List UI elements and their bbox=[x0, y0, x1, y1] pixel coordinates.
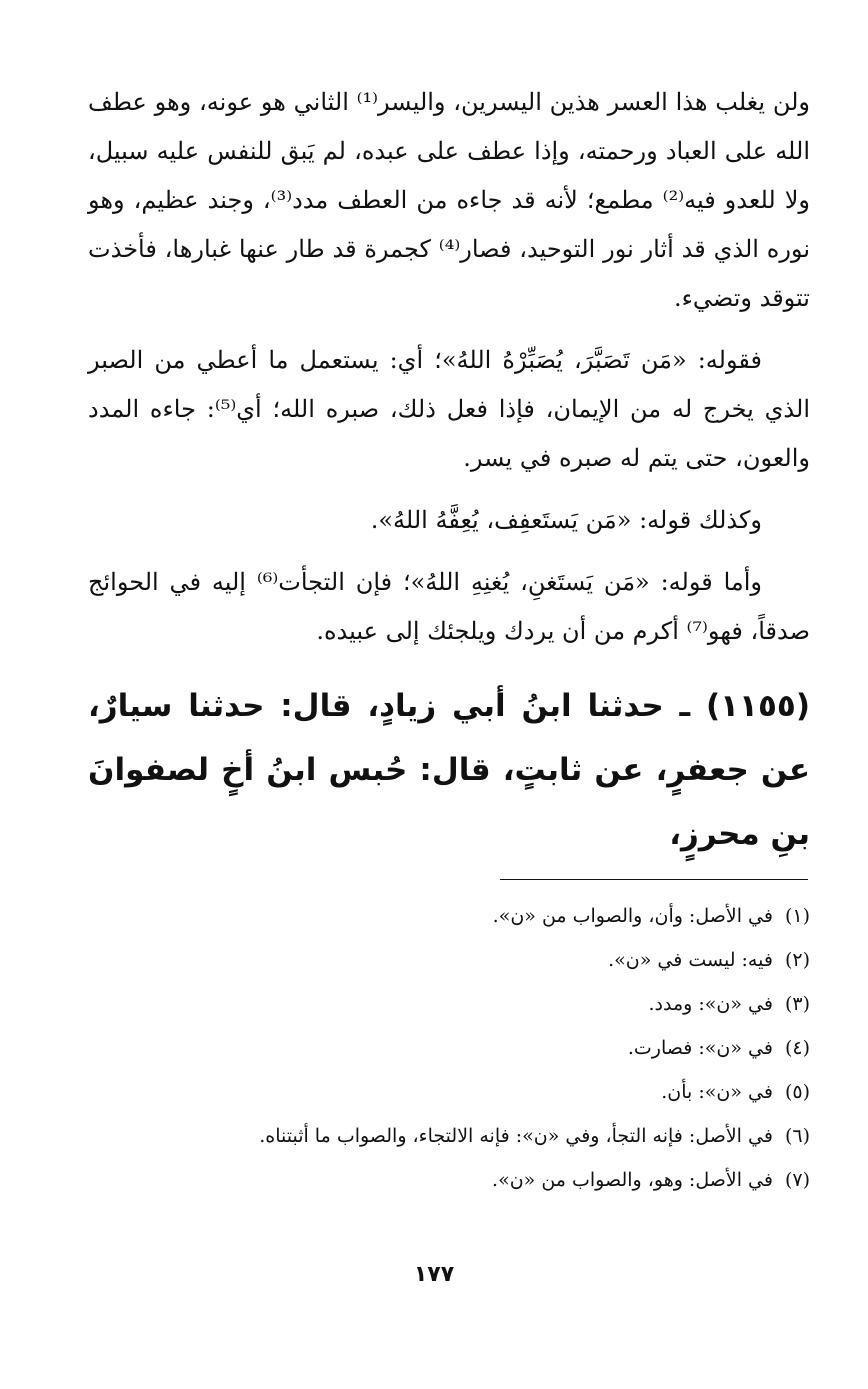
footnote-text: في «ن»: بأن. bbox=[661, 1081, 773, 1103]
footnote-divider bbox=[500, 879, 808, 880]
footnote-number: (٢) bbox=[784, 949, 810, 971]
footnote-text: في الأصل: فإنه التجأ، وفي «ن»: فإنه الالتجاء، والصواب ما أثبتناه. bbox=[259, 1125, 773, 1147]
paragraph-2: فقوله: «مَن تَصَبَّرَ، يُصَبِّرْهُ اللهُ»؛ أي: يستعمل ما أعطي من الصبر الذي يخرج له من الإيمان، فإذا فعل ذلك، صبره الله؛ أي⁽⁵⁾: جاءه المدد والعون، حتى يتم له صبره في يسر. bbox=[88, 346, 810, 472]
footnote bbox=[88, 1120, 810, 1152]
footnote bbox=[88, 1164, 810, 1196]
footnote bbox=[88, 988, 810, 1020]
footnote bbox=[88, 944, 810, 976]
footnote-text: في «ن»: فصارت. bbox=[627, 1037, 773, 1059]
paragraph-4: وأما قوله: «مَن يَستَغنِ، يُغنِهِ اللهُ»؛ فإن التجأت⁽⁶⁾ إليه في الحوائج صدقاً، فهو⁽⁷⁾ أكرم من أن يردك ويلجئك إلى عبيده. bbox=[88, 568, 810, 645]
footnote-number: (١) bbox=[784, 905, 810, 927]
footnote-text: في الأصل: وهو، والصواب من «ن». bbox=[492, 1169, 773, 1191]
footnote-text: فيه: ليست في «ن». bbox=[608, 949, 773, 971]
footnote-number: (٥) bbox=[784, 1081, 810, 1103]
page-number: ١٧٧ bbox=[413, 1262, 455, 1287]
footnotes-list bbox=[88, 900, 810, 1208]
footnote-text: في الأصل: وأن، والصواب من «ن». bbox=[492, 905, 773, 927]
footnote bbox=[88, 1032, 810, 1064]
footnote bbox=[88, 900, 810, 932]
hadith-heading: (١١٥٥) ـ حدثنا ابنُ أبي زيادٍ، قال: حدثنا سيارٌ، عن جعفرٍ، عن ثابتٍ، قال: حُبس ابنُ أخٍ لصفوانَ بنِ محرزٍ، bbox=[88, 688, 810, 852]
paragraph-3: وكذلك قوله: «مَن يَستَعفِف، يُعِفَّهُ اللهُ». bbox=[370, 506, 762, 534]
paragraph-1: ولن يغلب هذا العسر هذين اليسرين، واليسر⁽¹⁾ الثاني هو عونه، وهو عطف الله على العباد ورحمته، وإذا عطف على عبده، لم يَبق للنفس عليه سبيل، ولا للعدو فيه⁽²⁾ مطمع؛ لأنه قد جاءه من العطف مدد⁽³⁾، وجند عظيم، وهو نوره الذي قد أثار نور التوحيد، فصار⁽⁴⁾ كجمرة قد طار عنها غبارها، فأخذت تتوقد وتضيء. bbox=[88, 88, 810, 312]
footnote-number: (٤) bbox=[784, 1037, 810, 1059]
footnote-number: (٧) bbox=[784, 1169, 810, 1191]
footnote-text: في «ن»: ومدد. bbox=[648, 993, 773, 1015]
footnote bbox=[88, 1076, 810, 1108]
main-text bbox=[88, 78, 810, 866]
footnote-number: (٦) bbox=[784, 1125, 810, 1147]
footnote-number: (٣) bbox=[784, 993, 810, 1015]
